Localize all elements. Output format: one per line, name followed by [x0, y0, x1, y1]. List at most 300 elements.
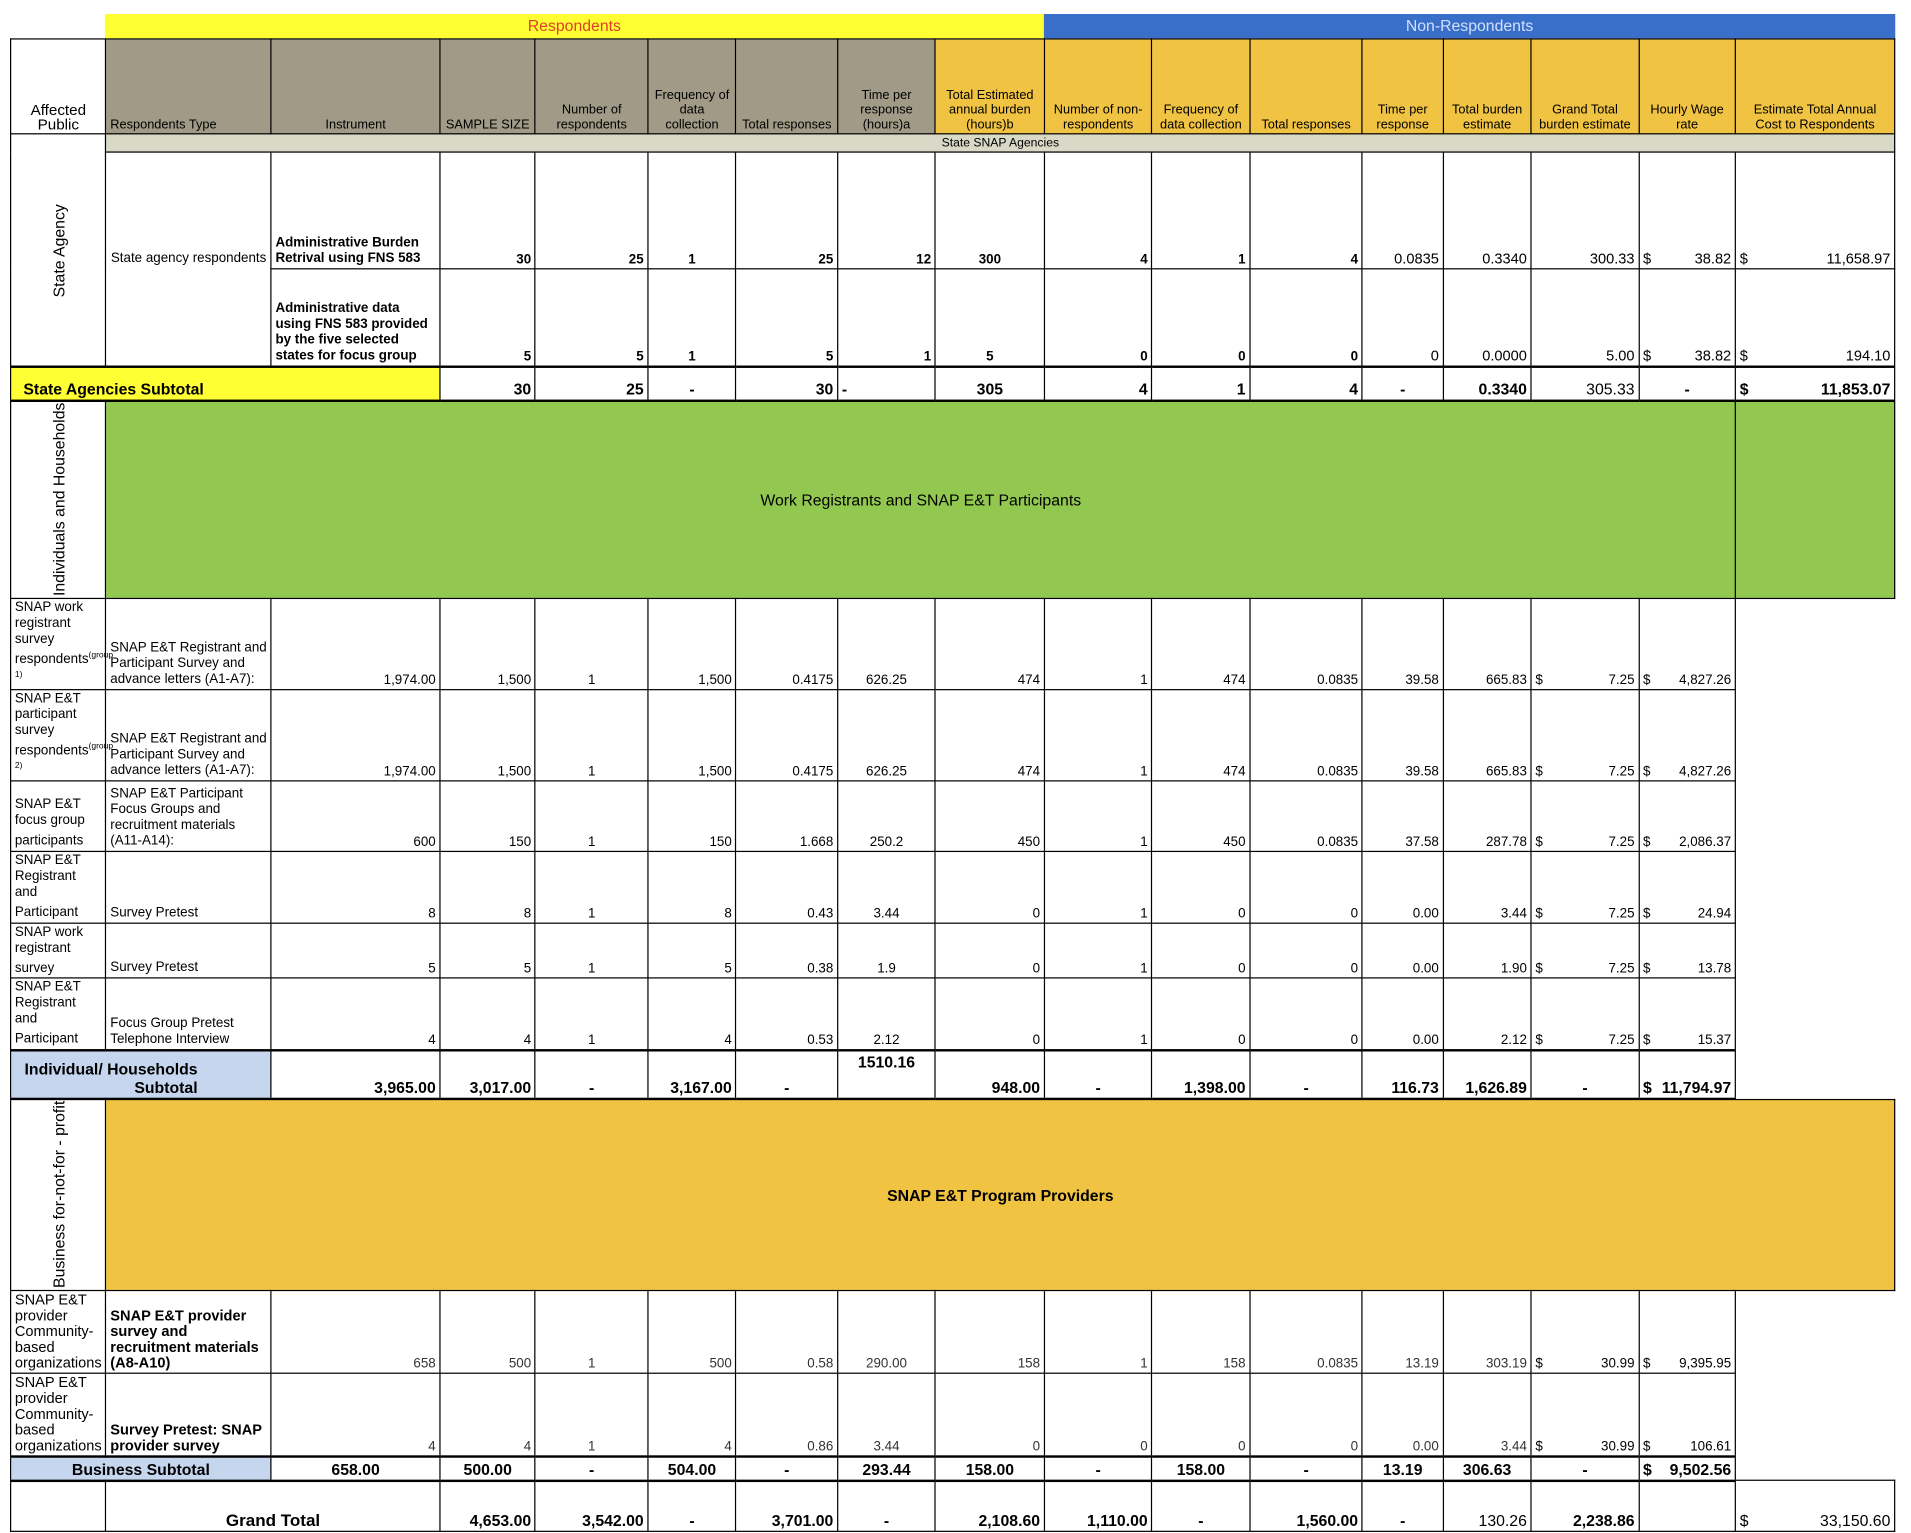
- business-non-responses: 0: [1152, 1373, 1250, 1456]
- header-non-total-responses: Total responses: [1250, 39, 1363, 134]
- state-r1-respondents: 25: [535, 152, 648, 269]
- individual-wage: [1531, 923, 1639, 979]
- business-subtotal-non-responses: 158.00: [1152, 1457, 1250, 1481]
- currency-symbol: $: [1535, 906, 1543, 922]
- business-subtotal-cost-value: 9,502.56: [1669, 1460, 1732, 1479]
- business-sample: 4: [271, 1373, 440, 1456]
- business-respondent-type: SNAP E&T provider Community-based organizations: [11, 1290, 106, 1373]
- non-respondents-band: Non-Respondents: [1044, 14, 1895, 38]
- individual-responses: 1,500: [648, 598, 736, 690]
- section-work-registrants: Work Registrants and SNAP E&T Participants: [106, 400, 1735, 598]
- business-non-time: 0.0835: [1250, 1290, 1363, 1373]
- state-r2-wage-value: 38.82: [1694, 346, 1732, 364]
- state-r1-instrument: Administrative Burden Retrival using FNS 583: [271, 152, 440, 269]
- currency-symbol: $: [1643, 835, 1651, 850]
- currency-symbol: $: [1643, 1356, 1651, 1372]
- currency-symbol: $: [1643, 764, 1651, 780]
- grand-total-spacer: [11, 1481, 106, 1532]
- state-r2-cost: [1735, 269, 1894, 366]
- respondent-type-label: SNAP E&T focus group participants: [14, 797, 85, 849]
- header-affected-public: Affected Public: [11, 39, 106, 134]
- business-wage: [1531, 1373, 1639, 1456]
- respondent-type-label: SNAP work registrant survey: [14, 924, 84, 976]
- state-subtotal-frequency: -: [648, 366, 736, 400]
- state-r2-non-respondents: 0: [1044, 269, 1152, 366]
- individual-wage-value: 7.25: [1608, 962, 1635, 977]
- individual-non-time: 0: [1250, 852, 1363, 923]
- section-program-providers: SNAP E&T Program Providers: [106, 1099, 1895, 1290]
- business-grand-burden: 3.44: [1443, 1373, 1531, 1456]
- business-non-time: 0: [1250, 1373, 1363, 1456]
- business-time: 0.58: [736, 1290, 838, 1373]
- business-subtotal-time: -: [736, 1457, 838, 1481]
- individual-non-responses: 450: [1152, 781, 1250, 852]
- individual-row: [11, 923, 1895, 979]
- grand-total-sample: 4,653.00: [440, 1481, 535, 1532]
- grand-total-total-burden: 130.26: [1443, 1481, 1531, 1532]
- state-r2-non-responses: 0: [1250, 269, 1363, 366]
- currency-symbol: $: [1739, 1511, 1749, 1531]
- grand-total-cost-value: 33,150.60: [1820, 1511, 1891, 1531]
- header-number-non-respondents: Number of non-respondents: [1044, 39, 1152, 134]
- state-subtotal-time: -: [838, 366, 936, 400]
- business-burden: 3.44: [838, 1373, 936, 1456]
- individual-rows: [11, 598, 1895, 1051]
- header-number-respondents: Number of respondents: [535, 39, 648, 134]
- individual-non-responses: 0: [1152, 852, 1250, 923]
- individual-non-time: 0.0835: [1250, 781, 1363, 852]
- currency-symbol: $: [1739, 346, 1748, 364]
- individual-sample: 8: [271, 852, 440, 923]
- group-state-agency: State Agency: [11, 134, 106, 366]
- business-burden: 290.00: [838, 1290, 936, 1373]
- header-time-per-response: Time per response (hours)a: [838, 39, 936, 134]
- individual-time: 0.53: [736, 978, 838, 1050]
- individual-non-frequency: 1: [1044, 852, 1152, 923]
- state-r1-frequency: 1: [648, 152, 736, 269]
- business-subtotal-label: Business Subtotal: [11, 1457, 272, 1481]
- currency-symbol: $: [1643, 673, 1651, 688]
- state-r2-sample: 5: [440, 269, 535, 366]
- business-subtotal-non-time: -: [1250, 1457, 1363, 1481]
- business-total-burden: 13.19: [1362, 1290, 1443, 1373]
- individual-wage: [1531, 852, 1639, 923]
- individual-time: 0.43: [736, 852, 838, 923]
- state-subtotal-sample: 30: [440, 366, 535, 400]
- business-cost: [1639, 1290, 1736, 1373]
- currency-symbol: $: [1643, 1078, 1652, 1097]
- individual-non-respondents: 474: [935, 689, 1044, 781]
- individual-subtotal-wage: -: [1531, 1050, 1639, 1099]
- business-non-responses: 158: [1152, 1290, 1250, 1373]
- business-cost-value: 9,395.95: [1679, 1356, 1732, 1372]
- individual-burden: 250.2: [838, 781, 936, 852]
- individual-cost: [1639, 923, 1736, 979]
- individual-responses: 8: [648, 852, 736, 923]
- individual-subtotal-cost-value: 11,794.97: [1661, 1078, 1732, 1097]
- individual-total-burden: 0.00: [1362, 923, 1443, 979]
- business-subtotal-respondents: 500.00: [440, 1457, 535, 1481]
- individual-non-time: 0.0835: [1250, 598, 1363, 690]
- header-non-time-per-response: Time per response: [1362, 39, 1443, 134]
- grand-total-wage: [1639, 1481, 1736, 1532]
- state-subtotal-responses: 30: [736, 366, 838, 400]
- currency-symbol: $: [1643, 249, 1652, 267]
- individual-non-respondents: 0: [935, 978, 1044, 1050]
- header-total-annual-burden: Total Estimated annual burden (hours)b: [935, 39, 1044, 134]
- grand-total-respondents: 3,542.00: [535, 1481, 648, 1532]
- individual-wage-value: 7.25: [1608, 1033, 1635, 1048]
- business-responses: 4: [648, 1373, 736, 1456]
- individual-subtotal-row: [11, 1050, 1895, 1099]
- business-subtotal-non-frequency: -: [1044, 1457, 1152, 1481]
- individual-subtotal-non-frequency: -: [1044, 1050, 1152, 1099]
- state-r1-wage-value: 38.82: [1694, 249, 1732, 267]
- grand-total-burden: 2,108.60: [935, 1481, 1044, 1532]
- state-r2-non-frequency: 0: [1152, 269, 1250, 366]
- individual-burden: 2.12: [838, 978, 936, 1050]
- individual-non-responses: 474: [1152, 598, 1250, 690]
- individual-total-burden: 39.58: [1362, 689, 1443, 781]
- group-note: (group 1): [14, 650, 114, 680]
- individual-time: 0.4175: [736, 689, 838, 781]
- business-instrument: Survey Pretest: SNAP provider survey: [106, 1373, 271, 1456]
- individual-burden: 1.9: [838, 923, 936, 979]
- individual-respondent-type: [11, 978, 106, 1050]
- business-non-frequency: 1: [1044, 1290, 1152, 1373]
- individual-cost: [1639, 689, 1736, 781]
- business-time: 0.86: [736, 1373, 838, 1456]
- individual-cost: [1639, 598, 1736, 690]
- section-work-registrants-end: [1735, 400, 1894, 598]
- individual-subtotal-non-respondents: 948.00: [935, 1050, 1044, 1099]
- individual-respondent-type: [11, 781, 106, 852]
- individual-total-burden: 0.00: [1362, 978, 1443, 1050]
- header-instrument: Instrument: [271, 39, 440, 134]
- state-subtotal-non-respondents: 4: [1044, 366, 1152, 400]
- individual-non-respondents: 450: [935, 781, 1044, 852]
- individual-instrument: SNAP E&T Participant Focus Groups and recruitment materials (A11-A14):: [106, 781, 271, 852]
- currency-symbol: $: [1643, 346, 1652, 364]
- individual-non-responses: 0: [1152, 923, 1250, 979]
- individual-subtotal-frequency: -: [535, 1050, 648, 1099]
- individual-cost-value: 2,086.37: [1679, 835, 1732, 850]
- individual-non-time: 0.0835: [1250, 689, 1363, 781]
- grand-total-grand-burden: 2,238.86: [1531, 1481, 1639, 1532]
- grand-total-row: [11, 1481, 1895, 1532]
- individual-row: [11, 978, 1895, 1050]
- section-providers-row: [11, 1099, 1895, 1290]
- business-row: [11, 1373, 1895, 1456]
- header-row: [11, 39, 1895, 134]
- state-r1-non-responses: 4: [1250, 152, 1363, 269]
- individual-cost: [1639, 978, 1736, 1050]
- currency-symbol: $: [1739, 249, 1748, 267]
- business-grand-burden: 303.19: [1443, 1290, 1531, 1373]
- state-r1-responses: 25: [736, 152, 838, 269]
- state-r1-sample: 30: [440, 152, 535, 269]
- individual-wage-value: 7.25: [1608, 673, 1635, 688]
- business-subtotal-non-respondents: 158.00: [935, 1457, 1044, 1481]
- state-r1-cost-value: 11,658.97: [1826, 249, 1891, 267]
- business-subtotal-responses: 504.00: [648, 1457, 736, 1481]
- state-r1-non-frequency: 1: [1152, 152, 1250, 269]
- individual-sample: 4: [271, 978, 440, 1050]
- individual-frequency: 1: [535, 978, 648, 1050]
- individual-frequency: 1: [535, 689, 648, 781]
- individual-respondents: 4: [440, 978, 535, 1050]
- individual-cost-value: 13.78: [1697, 962, 1732, 977]
- respondent-type-label: SNAP E&T Registrant and Participant: [14, 853, 81, 920]
- business-subtotal-row: [11, 1457, 1895, 1481]
- individual-subtotal-cost: [1639, 1050, 1736, 1099]
- state-row-1: [11, 152, 1895, 269]
- individual-non-time: 0: [1250, 923, 1363, 979]
- burden-table: [10, 38, 1895, 1532]
- grand-total-responses: 3,701.00: [736, 1481, 838, 1532]
- individual-time: 0.4175: [736, 598, 838, 690]
- business-cost-value: 106.61: [1690, 1439, 1732, 1455]
- individual-grand-burden: 665.83: [1443, 598, 1531, 690]
- individual-row: [11, 781, 1895, 852]
- business-non-respondents: 0: [935, 1373, 1044, 1456]
- respondents-band: Respondents: [105, 14, 1044, 38]
- individual-sample: 1,974.00: [271, 598, 440, 690]
- state-subtotal-wage: -: [1639, 366, 1736, 400]
- state-r1-burden: 300: [935, 152, 1044, 269]
- individual-instrument: Focus Group Pretest Telephone Interview: [106, 978, 271, 1050]
- individual-frequency: 1: [535, 923, 648, 979]
- individual-wage-value: 7.25: [1608, 764, 1635, 780]
- individual-sample: 5: [271, 923, 440, 979]
- individual-subtotal-total-burden: 116.73: [1362, 1050, 1443, 1099]
- state-r2-cost-value: 194.10: [1845, 346, 1891, 364]
- individual-cost-value: 4,827.26: [1679, 764, 1732, 780]
- business-subtotal-frequency: -: [535, 1457, 648, 1481]
- individual-row: [11, 598, 1895, 690]
- individual-respondent-type: [11, 598, 114, 690]
- header-non-frequency: Frequency of data collection: [1152, 39, 1250, 134]
- section-state-snap-agencies: State SNAP Agencies: [106, 134, 1895, 152]
- state-r1-grand-burden: 300.33: [1531, 152, 1639, 269]
- header-total-responses: Total responses: [736, 39, 838, 134]
- individual-grand-burden: 1.90: [1443, 923, 1531, 979]
- state-r2-respondents: 5: [535, 269, 648, 366]
- header-grand-total-burden: Grand Total burden estimate: [1531, 39, 1639, 134]
- business-subtotal-sample: 658.00: [271, 1457, 440, 1481]
- currency-symbol: $: [1535, 1033, 1543, 1048]
- individual-non-frequency: 1: [1044, 978, 1152, 1050]
- individual-responses: 150: [648, 781, 736, 852]
- state-r2-total-burden: 0.0000: [1443, 269, 1531, 366]
- state-r1-cost: [1735, 152, 1894, 269]
- currency-symbol: $: [1739, 379, 1749, 398]
- business-wage-value: 30.99: [1601, 1356, 1635, 1372]
- currency-symbol: $: [1643, 1033, 1651, 1048]
- individual-respondents: 150: [440, 781, 535, 852]
- state-r2-wage: [1639, 269, 1736, 366]
- currency-symbol: $: [1535, 764, 1543, 780]
- header-sample-size: SAMPLE SIZE: [440, 39, 535, 134]
- grand-total-non-frequency: -: [1152, 1481, 1250, 1532]
- individual-grand-burden: 3.44: [1443, 852, 1531, 923]
- grand-total-non-respondents: 1,110.00: [1044, 1481, 1152, 1532]
- individual-respondent-type: [11, 689, 114, 781]
- state-subtotal-non-frequency: 1: [1152, 366, 1250, 400]
- state-subtotal-cost: [1735, 366, 1894, 400]
- state-r1-time: 12: [838, 152, 936, 269]
- business-wage-value: 30.99: [1601, 1439, 1635, 1455]
- individual-instrument: SNAP E&T Registrant and Participant Survey and advance letters (A1-A7):: [106, 598, 271, 690]
- business-respondents: 4: [440, 1373, 535, 1456]
- business-instrument: SNAP E&T provider survey and recruitment materials (A8-A10): [106, 1290, 271, 1373]
- individual-responses: 5: [648, 923, 736, 979]
- header-frequency: Frequency of data collection: [648, 39, 736, 134]
- business-wage: [1531, 1290, 1639, 1373]
- respondent-type-label: SNAP E&T Registrant and Participant: [14, 980, 81, 1047]
- individual-instrument: Survey Pretest: [106, 852, 271, 923]
- state-r1-non-respondents: 4: [1044, 152, 1152, 269]
- currency-symbol: $: [1643, 962, 1651, 977]
- individual-instrument: SNAP E&T Registrant and Participant Survey and advance letters (A1-A7):: [106, 689, 271, 781]
- business-row: [11, 1290, 1895, 1373]
- individual-respondents: 8: [440, 852, 535, 923]
- state-r2-frequency: 1: [648, 269, 736, 366]
- currency-symbol: $: [1535, 673, 1543, 688]
- individual-wage: [1531, 978, 1639, 1050]
- individual-total-burden: 0.00: [1362, 852, 1443, 923]
- individual-grand-burden: 287.78: [1443, 781, 1531, 852]
- individual-non-respondents: 474: [935, 598, 1044, 690]
- individual-wage-value: 7.25: [1608, 906, 1635, 922]
- individual-subtotal-non-time: -: [1250, 1050, 1363, 1099]
- individual-frequency: 1: [535, 781, 648, 852]
- state-subtotal-respondents: 25: [535, 366, 648, 400]
- section-state-row: [11, 134, 1895, 152]
- individual-wage: [1531, 689, 1639, 781]
- individual-subtotal-sample: 3,965.00: [271, 1050, 440, 1099]
- header-hourly-wage: Hourly Wage rate: [1639, 39, 1736, 134]
- individual-respondents: 1,500: [440, 689, 535, 781]
- individual-frequency: 1: [535, 852, 648, 923]
- individual-non-responses: 474: [1152, 689, 1250, 781]
- individual-sample: 600: [271, 781, 440, 852]
- individual-non-time: 0: [1250, 978, 1363, 1050]
- currency-symbol: $: [1535, 1356, 1543, 1372]
- individual-non-frequency: 1: [1044, 598, 1152, 690]
- currency-symbol: $: [1643, 1439, 1651, 1455]
- individual-respondents: 5: [440, 923, 535, 979]
- individual-respondent-type: [11, 852, 106, 923]
- state-r2-time: 1: [838, 269, 936, 366]
- individual-subtotal-respondents: 3,017.00: [440, 1050, 535, 1099]
- state-r2-burden: 5: [935, 269, 1044, 366]
- individual-row: [11, 852, 1895, 923]
- state-subtotal-non-responses: 4: [1250, 366, 1363, 400]
- individual-instrument: Survey Pretest: [106, 923, 271, 979]
- individual-grand-burden: 665.83: [1443, 689, 1531, 781]
- individual-cost-value: 4,827.26: [1679, 673, 1732, 688]
- business-subtotal-burden: 293.44: [838, 1457, 936, 1481]
- respondent-type-label: SNAP E&T participant survey respondents: [14, 691, 89, 758]
- business-frequency: 1: [535, 1373, 648, 1456]
- individual-non-frequency: 1: [1044, 781, 1152, 852]
- state-subtotal-burden: 305: [935, 366, 1044, 400]
- section-work-row: [11, 400, 1895, 598]
- state-r2-grand-burden: 5.00: [1531, 269, 1639, 366]
- currency-symbol: $: [1643, 1460, 1652, 1479]
- grand-total-non-responses: 1,560.00: [1250, 1481, 1363, 1532]
- currency-symbol: $: [1535, 835, 1543, 850]
- business-total-burden: 0.00: [1362, 1373, 1443, 1456]
- individual-burden: 626.25: [838, 598, 936, 690]
- business-responses: 500: [648, 1290, 736, 1373]
- business-subtotal-grand-burden: 306.63: [1443, 1457, 1531, 1481]
- business-sample: 658: [271, 1290, 440, 1373]
- business-non-respondents: 158: [935, 1290, 1044, 1373]
- individual-wage-value: 7.25: [1608, 835, 1635, 850]
- individual-total-burden: 39.58: [1362, 598, 1443, 690]
- state-r2-non-time: 0: [1362, 269, 1443, 366]
- individual-frequency: 1: [535, 598, 648, 690]
- business-subtotal-total-burden: 13.19: [1362, 1457, 1443, 1481]
- individual-respondent-type: [11, 923, 106, 979]
- individual-sample: 1,974.00: [271, 689, 440, 781]
- individual-non-responses: 0: [1152, 978, 1250, 1050]
- state-r1-wage: [1639, 152, 1736, 269]
- state-subtotal-grand-burden: 305.33: [1531, 366, 1639, 400]
- grand-total-cost: [1735, 1481, 1894, 1532]
- state-r2-responses: 5: [736, 269, 838, 366]
- individual-cost: [1639, 781, 1736, 852]
- business-rows: [11, 1290, 1895, 1456]
- grand-total-time: -: [838, 1481, 936, 1532]
- individual-burden: 3.44: [838, 852, 936, 923]
- state-row-2: [11, 269, 1895, 366]
- header-total-burden-estimate: Total burden estimate: [1443, 39, 1531, 134]
- individual-non-frequency: 1: [1044, 923, 1152, 979]
- header-annual-cost: Estimate Total Annual Cost to Respondents: [1735, 39, 1894, 134]
- state-subtotal-cost-value: 11,853.07: [1820, 379, 1891, 398]
- business-frequency: 1: [535, 1290, 648, 1373]
- state-respondent-type: State agency respondents: [106, 152, 271, 366]
- currency-symbol: $: [1535, 1439, 1543, 1455]
- group-individuals-households: Individuals and Households: [11, 400, 106, 598]
- grand-total-frequency: -: [648, 1481, 736, 1532]
- grand-total-non-time: -: [1362, 1481, 1443, 1532]
- individual-time: 1.668: [736, 781, 838, 852]
- individual-non-frequency: 1: [1044, 689, 1152, 781]
- individual-subtotal-burden: 1510.16: [838, 1050, 936, 1099]
- individual-responses: 4: [648, 978, 736, 1050]
- individual-non-respondents: 0: [935, 852, 1044, 923]
- individual-grand-burden: 2.12: [1443, 978, 1531, 1050]
- group-note: (group 2): [14, 742, 114, 772]
- state-subtotal-total-burden: 0.3340: [1443, 366, 1531, 400]
- business-respondent-type: SNAP E&T provider Community-based organizations: [11, 1373, 106, 1456]
- header-respondents-type: Respondents Type: [106, 39, 271, 134]
- individual-subtotal-grand-burden: 1,626.89: [1443, 1050, 1531, 1099]
- individual-wage: [1531, 598, 1639, 690]
- currency-symbol: $: [1643, 906, 1651, 922]
- individual-cost-value: 15.37: [1697, 1033, 1732, 1048]
- currency-symbol: $: [1535, 962, 1543, 977]
- group-business: Business for-not-for - profit: [11, 1099, 106, 1290]
- individual-cost-value: 24.94: [1697, 906, 1732, 922]
- business-cost: [1639, 1373, 1736, 1456]
- individual-time: 0.38: [736, 923, 838, 979]
- individual-total-burden: 37.58: [1362, 781, 1443, 852]
